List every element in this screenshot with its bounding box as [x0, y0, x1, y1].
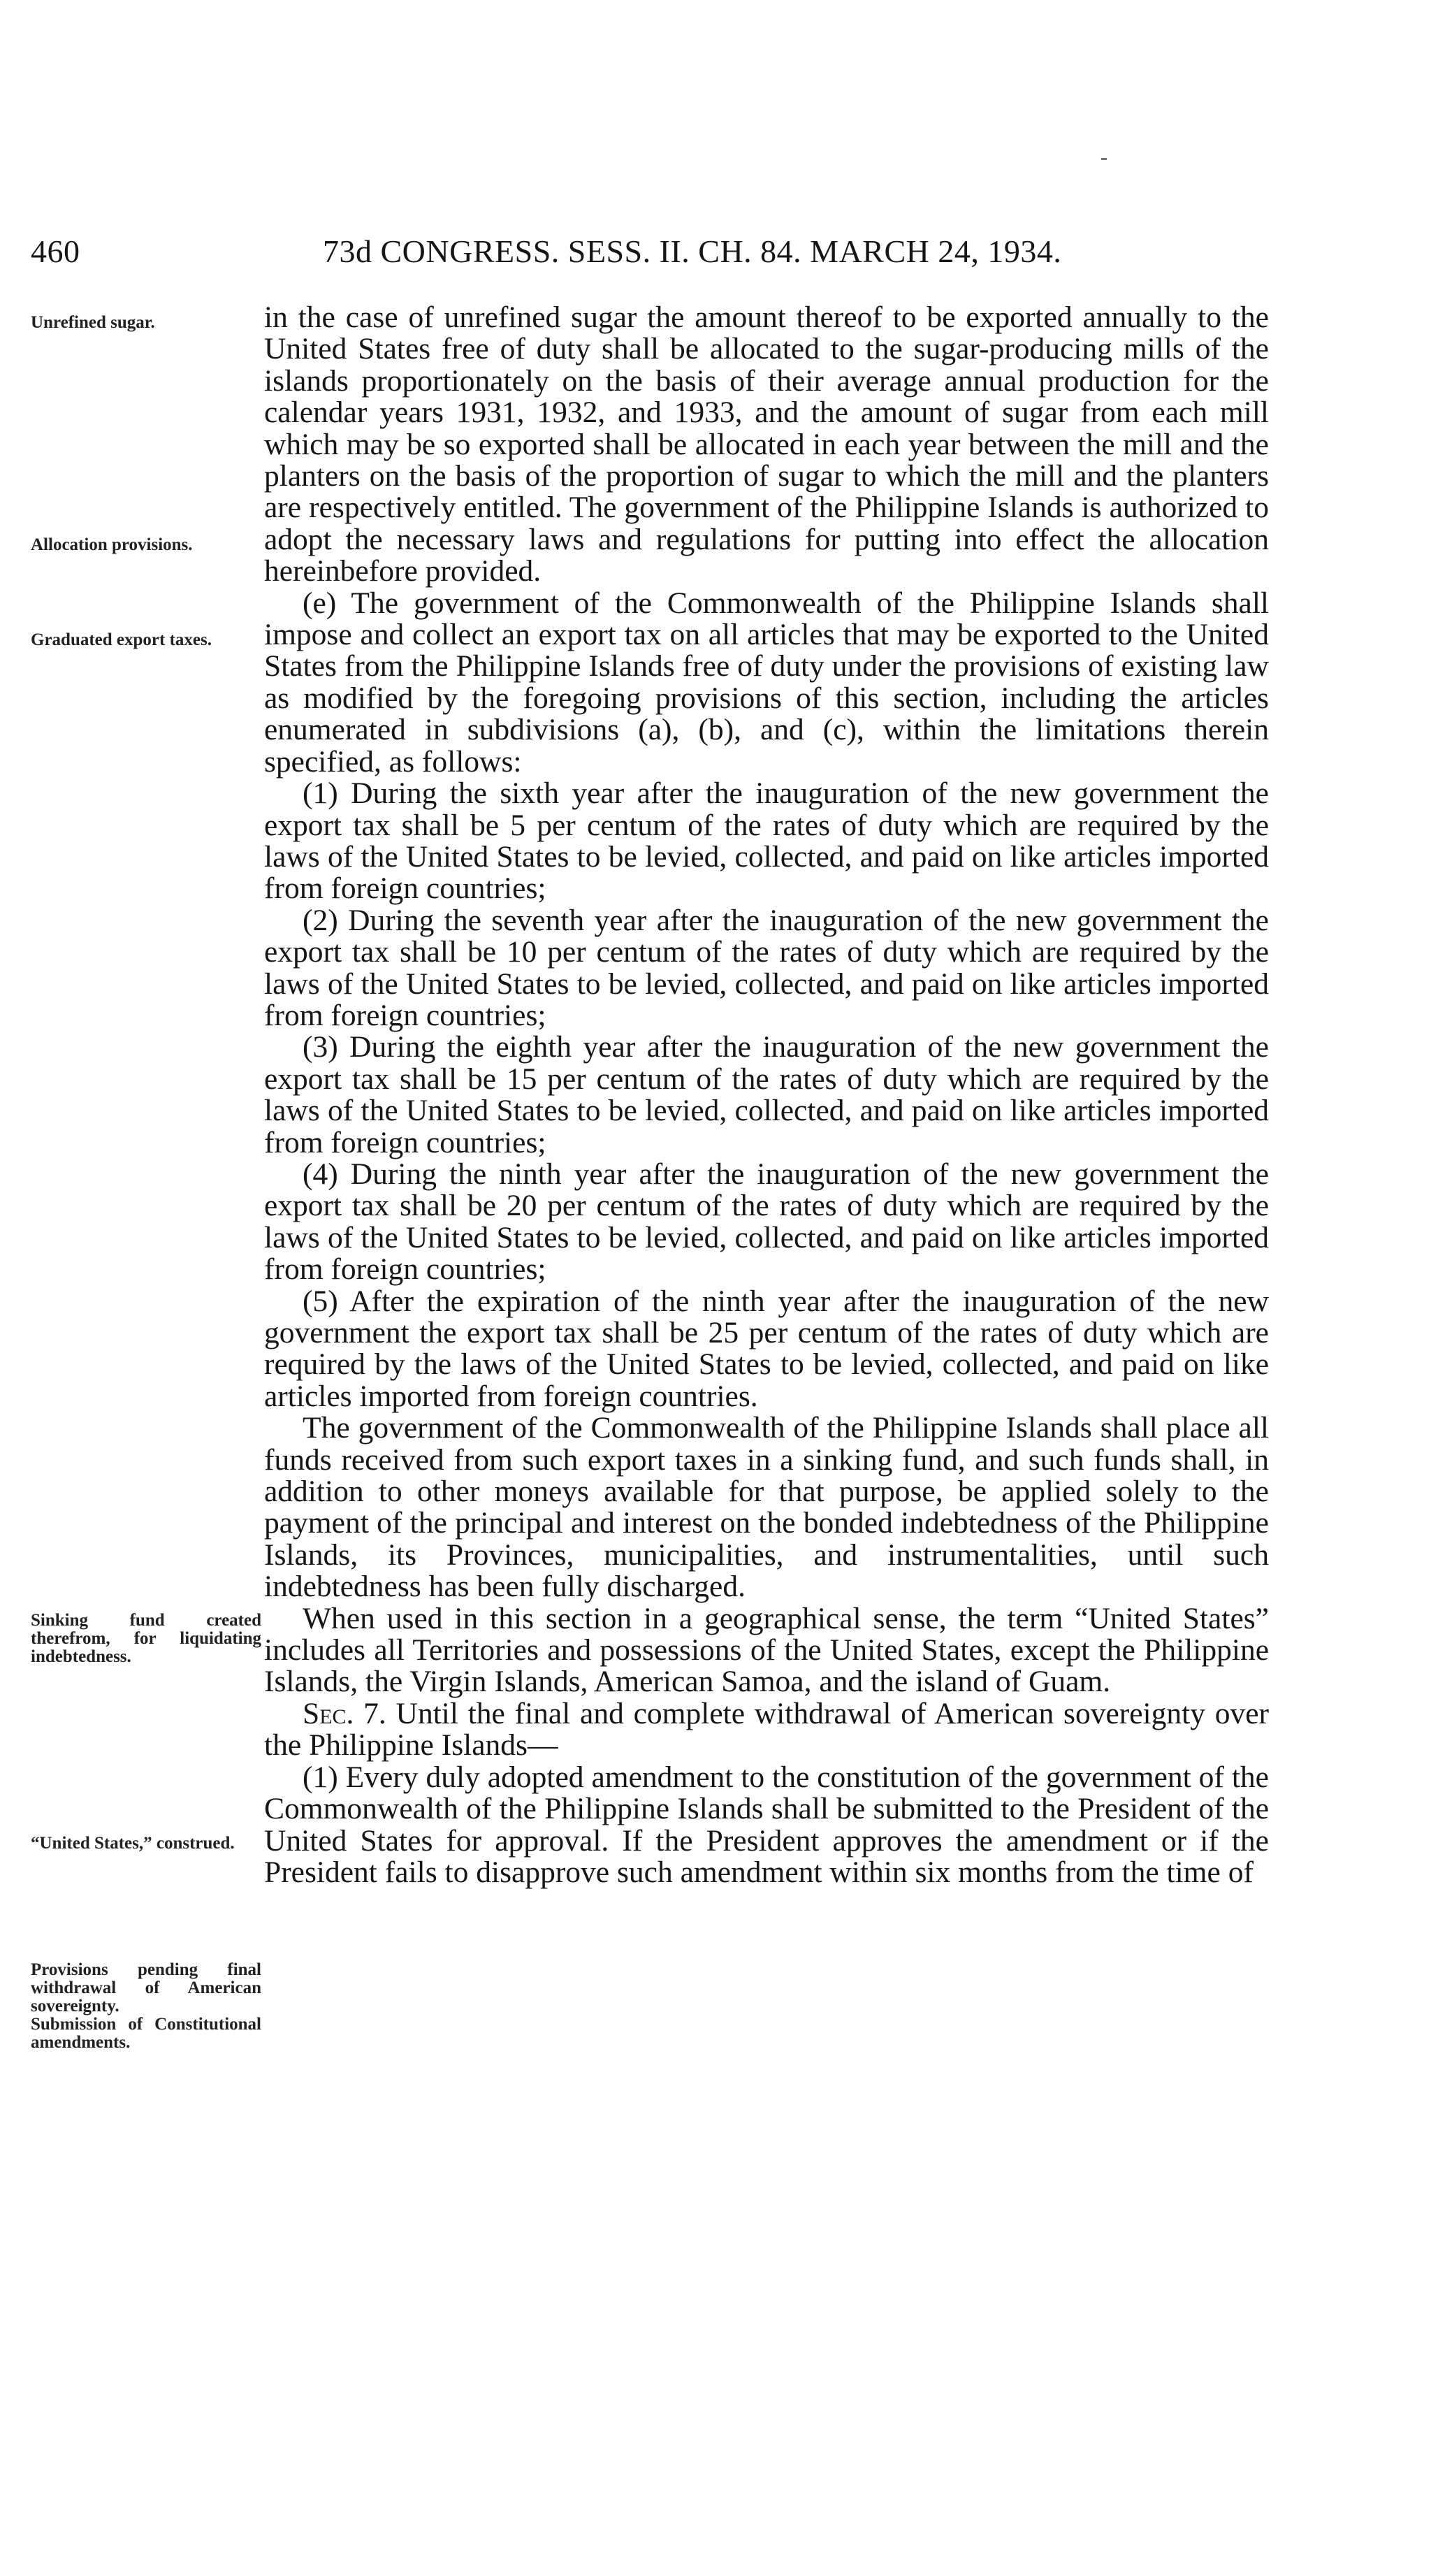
margin-note-united-states-construed: “United States,” construed.: [31, 1834, 235, 1853]
paragraph-unrefined-sugar: in the case of unrefined sugar the amount thereof to be exported annually to the United States free of duty shall be allocated to the sugar-producing mills of the islands proportionately on the basis of their average annual production for the calendar years 1931, 1932, and 1933, and the amount of sugar from each mill which may be so exported shall be allocated in each year between the mill and the planters on the basis of the proportion of sugar to which the mill and the planters are respectively entitled. The government of the Philippine Islands is authorized to adopt the necessary laws and regulations for putting into effect the allocation hereinbefore provided.: [264, 301, 1269, 588]
paragraph-sixth-year: (1) During the sixth year after the inauguration of the new government the export tax shall be 5 per centum of the rates of duty which are required by the laws of the United States to be levied, collected, and paid on like articles imported from foreign countries;: [264, 776, 1269, 906]
section-label: Sec. 7.: [303, 1696, 386, 1730]
paragraph-after-ninth-year: (5) After the expiration of the ninth year after the inauguration of the new government the export tax shall be 25 per centum of the rates of duty which are required by the laws of the United States to be levied, collected, and paid on like articles imported from foreign countries.: [264, 1284, 1269, 1413]
margin-note-unrefined-sugar: Unrefined sugar.: [31, 313, 155, 332]
paragraph-amendments: (1) Every duly adopted amendment to the constitution of the government of the Commonwealth of the Philippine Islands shall be submitted to the President of the United States for approval. If the President approves the amendment or if the President fails to disapprove such amendment within six months from the time of: [264, 1760, 1269, 1889]
paragraph-section-7: [264, 1698, 1269, 1762]
margin-note-submission-amendments: Submission of Constitutional amendments.: [31, 2015, 261, 2052]
running-head: 73d CONGRESS. SESS. II. CH. 84. MARCH 24, 1934.: [323, 233, 1062, 269]
body-text: [264, 302, 1269, 1888]
margin-note-graduated-export-taxes: Graduated export taxes.: [31, 630, 212, 649]
paragraph-eighth-year: (3) During the eighth year after the inauguration of the new government the export tax shall be 15 per centum of the rates of duty which are required by the laws of the United States to be levied, collected, and paid on like articles imported from foreign countries;: [264, 1030, 1269, 1159]
paragraph-export-tax: (e) The government of the Commonwealth of the Philippine Islands shall impose and collect an export tax on all articles that may be exported to the United States from the Philippine Islands free of duty under the provisions of existing law as modified by the foregoing provisions of this section, including the articles enumerated in subdivisions (a), (b), and (c), within the limitations therein specified, as follows:: [264, 586, 1269, 779]
section-7-text: Until the final and complete withdrawal of American sovereignty over the Philippine Islands—: [264, 1696, 1269, 1763]
page-number: 460: [31, 233, 80, 269]
margin-note-provisions-pending: Provisions pending final withdrawal of American sovereignty.: [31, 1960, 261, 2016]
margin-note-allocation-provisions: Allocation provisions.: [31, 535, 193, 554]
paragraph-seventh-year: (2) During the seventh year after the inauguration of the new government the export tax shall be 10 per centum of the rates of duty which are required by the laws of the United States to be levied, collected, and paid on like articles imported from foreign countries;: [264, 903, 1269, 1032]
paragraph-sinking-fund: The government of the Commonwealth of the Philippine Islands shall place all funds received from such export taxes in a sinking fund, and such funds shall, in addition to other moneys available for that purpose, be applied solely to the payment of the principal and interest on the bonded indebtedness of the Philippine Islands, its Provinces, municipalities, and instrumentalities, until such indebtedness has been fully discharged.: [264, 1411, 1269, 1604]
margin-note-sinking-fund: Sinking fund created therefrom, for liquidating indebtedness.: [31, 1611, 261, 1666]
paragraph-united-states-definition: When used in this section in a geographical sense, the term “United States” includes all Territories and possessions of the United States, except the Philippine Islands, the Virgin Islands, American Samoa, and the island of Guam.: [264, 1601, 1269, 1699]
paragraph-ninth-year: (4) During the ninth year after the inauguration of the new government the export tax shall be 20 per centum of the rates of duty which are required by the laws of the United States to be levied, collected, and paid on like articles imported from foreign countries;: [264, 1157, 1269, 1287]
